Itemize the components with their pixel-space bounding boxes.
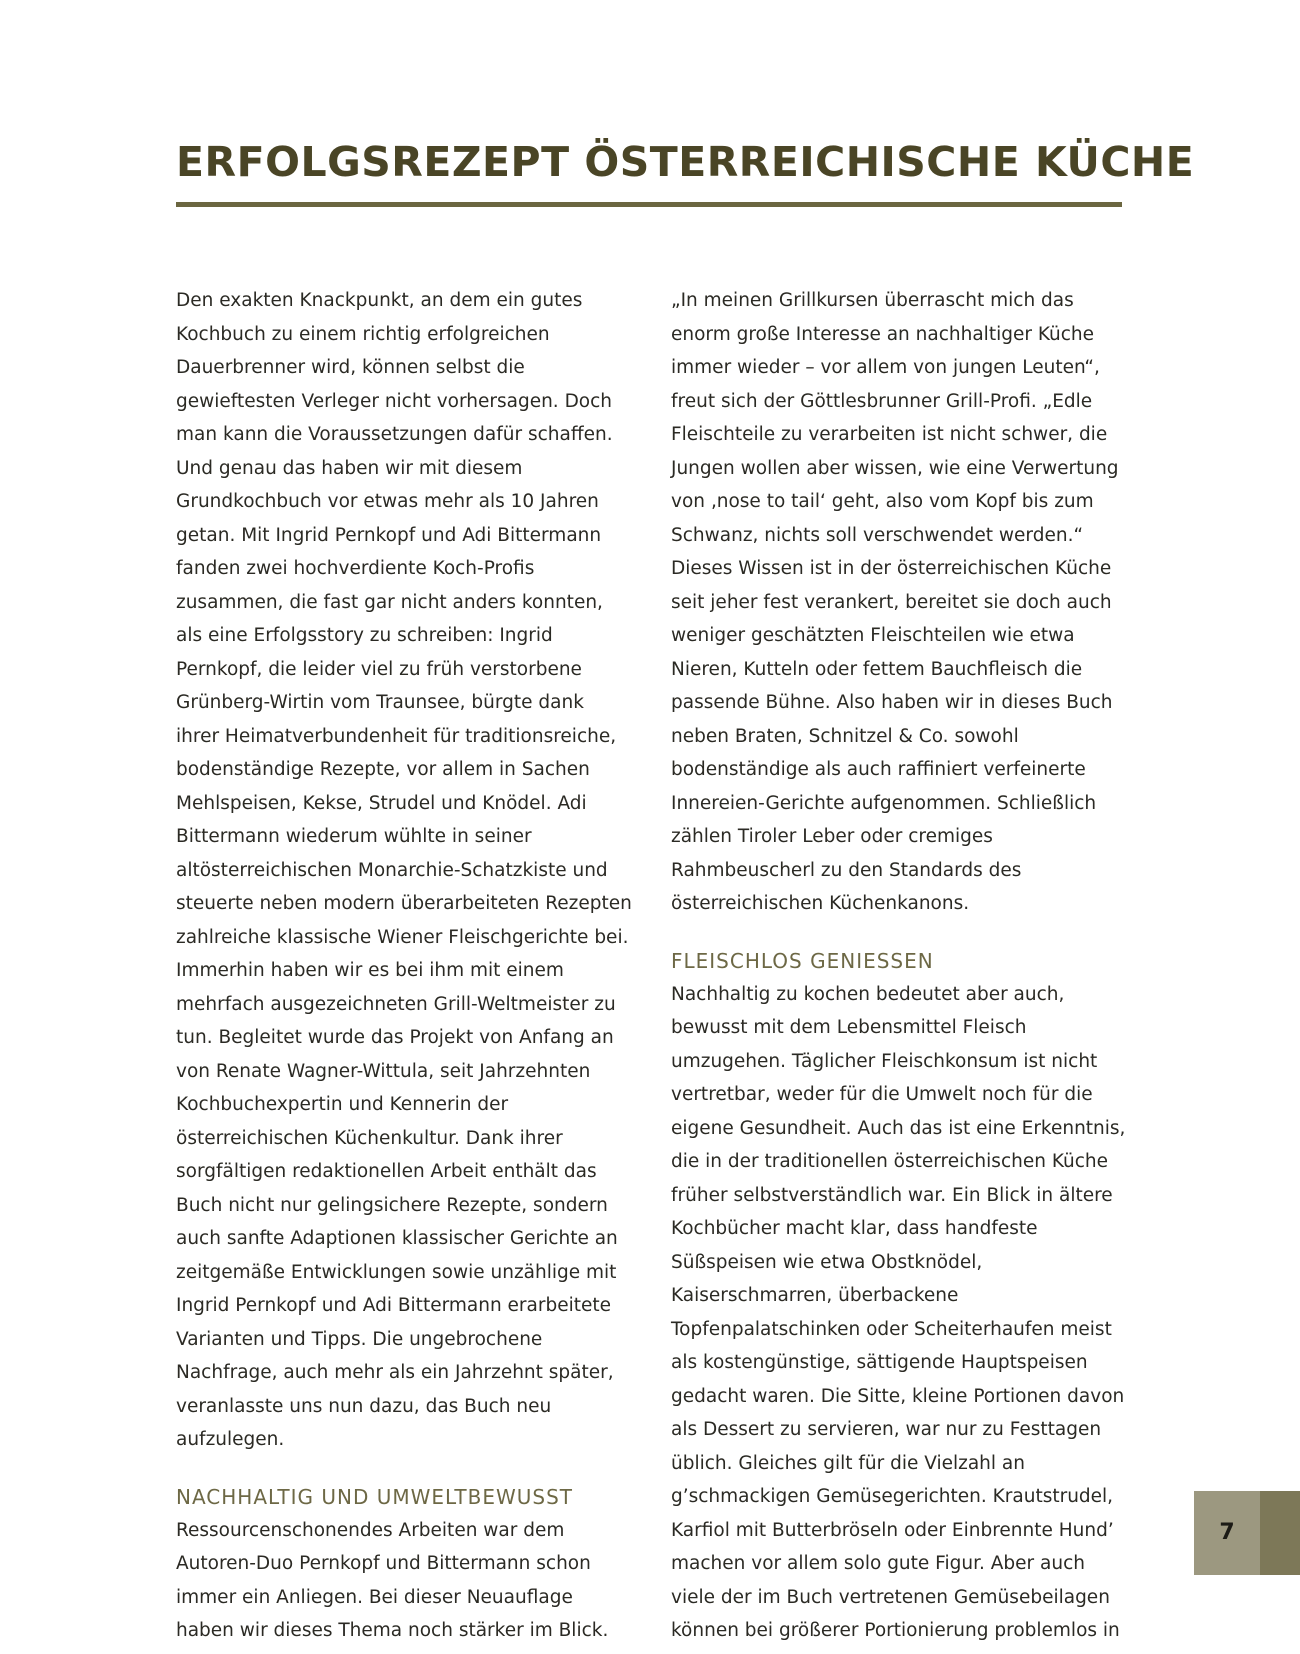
subheading-sustainability: NACHHALTIG UND UMWELTBEWUSST (176, 1484, 574, 1509)
subheading-meatless: FLEISCHLOS GENIESSEN (671, 948, 934, 973)
sustainability-paragraph: Ressourcenschonendes Arbeiten war dem Autoren-Duo Pernkopf und Bittermann schon immer ein Anliegen. Bei dieser Neuauflage haben wir dieses Thema noch stärker im Blick. (176, 1519, 609, 1641)
title-divider (176, 202, 1122, 207)
quote-paragraph: „In meinen Grillkursen überrascht mich das enorm große Interesse an nachhaltiger Küche immer wieder – vor allem von jungen Leuten“, freut sich der Göttlesbrunner Grill-Profi. „Edle Fleischteile zu verarbeiten ist nicht schwer, die Jungen wollen aber wissen, wie eine Verwertung von ‚nose to tail‘ geht, also vom Kopf bis zum Schwanz, nichts soll verschwendet werden.“ Dieses Wissen ist in der österreichischen Küche seit jeher fest verankert, bereitet sie doch auch weniger geschätzten Fleischteilen wie etwa Nieren, Kutteln oder fettem Bauchfleisch die passende Bühne. Also haben wir in dieses Buch neben Braten, Schnitzel & Co. sowohl bodenständige als auch raffiniert verfeinerte Innereien-Gerichte aufgenommen. Schließlich zählen Tiroler Leber oder cremiges Rahmbeuscherl zu den Standards des österreichischen Küchenkanons. (671, 290, 1119, 914)
meatless-paragraph: Nachhaltig zu kochen bedeutet aber auch, bewusst mit dem Lebensmittel Fleisch umzugehen. Täglicher Fleischkonsum ist nicht vertretbar, weder für die Umwelt noch für die eigene Gesundheit. Auch das ist eine Erkenntnis, die in der traditionellen österreichischen Küche früher selbstverständlich war. Ein Blick in ältere Kochbücher macht klar, dass handfeste Süßspeisen wie etwa Obstknödel, Kaiserschmarren, überbackene Topfenpalatschinken oder Scheiterhaufen meist als kostengünstige, sättigende Hauptspeisen gedacht waren. Die Sitte, kleine Portionen davon als Dessert zu servieren, war nur zu Festtagen üblich. Gleiches gilt für die Vielzahl an g’schmackigen Gemüsegerichten. Krautstrudel, Karfiol mit Butterbröseln oder Einbrennte Hund’ machen vor allem solo gute Figur. Aber auch viele der im Buch vertretenen Gemüsebeilagen können bei größerer Portionierung problemlos in (671, 983, 1126, 1641)
page-number: 7 (1219, 1520, 1235, 1545)
left-column (176, 284, 632, 1648)
page-edge-marker (1260, 1491, 1300, 1575)
right-column (671, 284, 1131, 1648)
intro-paragraph: Den exakten Knackpunkt, an dem ein gutes Kochbuch zu einem richtig erfolgreichen Dauerbrenner wird, können selbst die gewieftesten Verleger nicht vorhersagen. Doch man kann die Voraussetzungen dafür schaffen. Und genau das haben wir mit diesem Grundkochbuch vor etwas mehr als 10 Jahren getan. Mit Ingrid Pernkopf und Adi Bittermann fanden zwei hochverdiente Koch-Profis zusammen, die fast gar nicht anders konnten, als eine Erfolgsstory zu schreiben: Ingrid Pernkopf, die leider viel zu früh verstorbene Grünberg-Wirtin vom Traunsee, bürgte dank ihrer Heimatverbundenheit für traditionsreiche, bodenständige Rezepte, vor allem in Sachen Mehlspeisen, Kekse, Strudel und Knödel. Adi Bittermann wiederum wühlte in seiner altösterreichischen Monarchie-Schatzkiste und steuerte neben modern überarbeiteten Rezepten zahlreiche klassische Wiener Fleischgerichte bei. Immerhin haben wir es bei ihm mit einem mehrfach ausgezeichneten Grill-Weltmeister zu tun. Begleitet wurde das Projekt von Anfang an von Renate Wagner-Wittula, seit Jahrzehnten Kochbuchexpertin und Kennerin der österreichischen Küchenkultur. Dank ihrer sorgfältigen redaktionellen Arbeit enthält das Buch nicht nur gelingsichere Rezepte, sondern auch sanfte Adaptionen klassischer Gerichte an zeitgemäße Entwicklungen sowie unzählige mit Ingrid Pernkopf und Adi Bittermann erarbeitete Varianten und Tipps. Die ungebrochene Nachfrage, auch mehr als ein Jahrzehnt später, veranlasste uns nun dazu, das Buch neu aufzulegen. (176, 290, 632, 1450)
page-title: ERFOLGSREZEPT ÖSTERREICHISCHE KÜCHE (176, 138, 1195, 186)
